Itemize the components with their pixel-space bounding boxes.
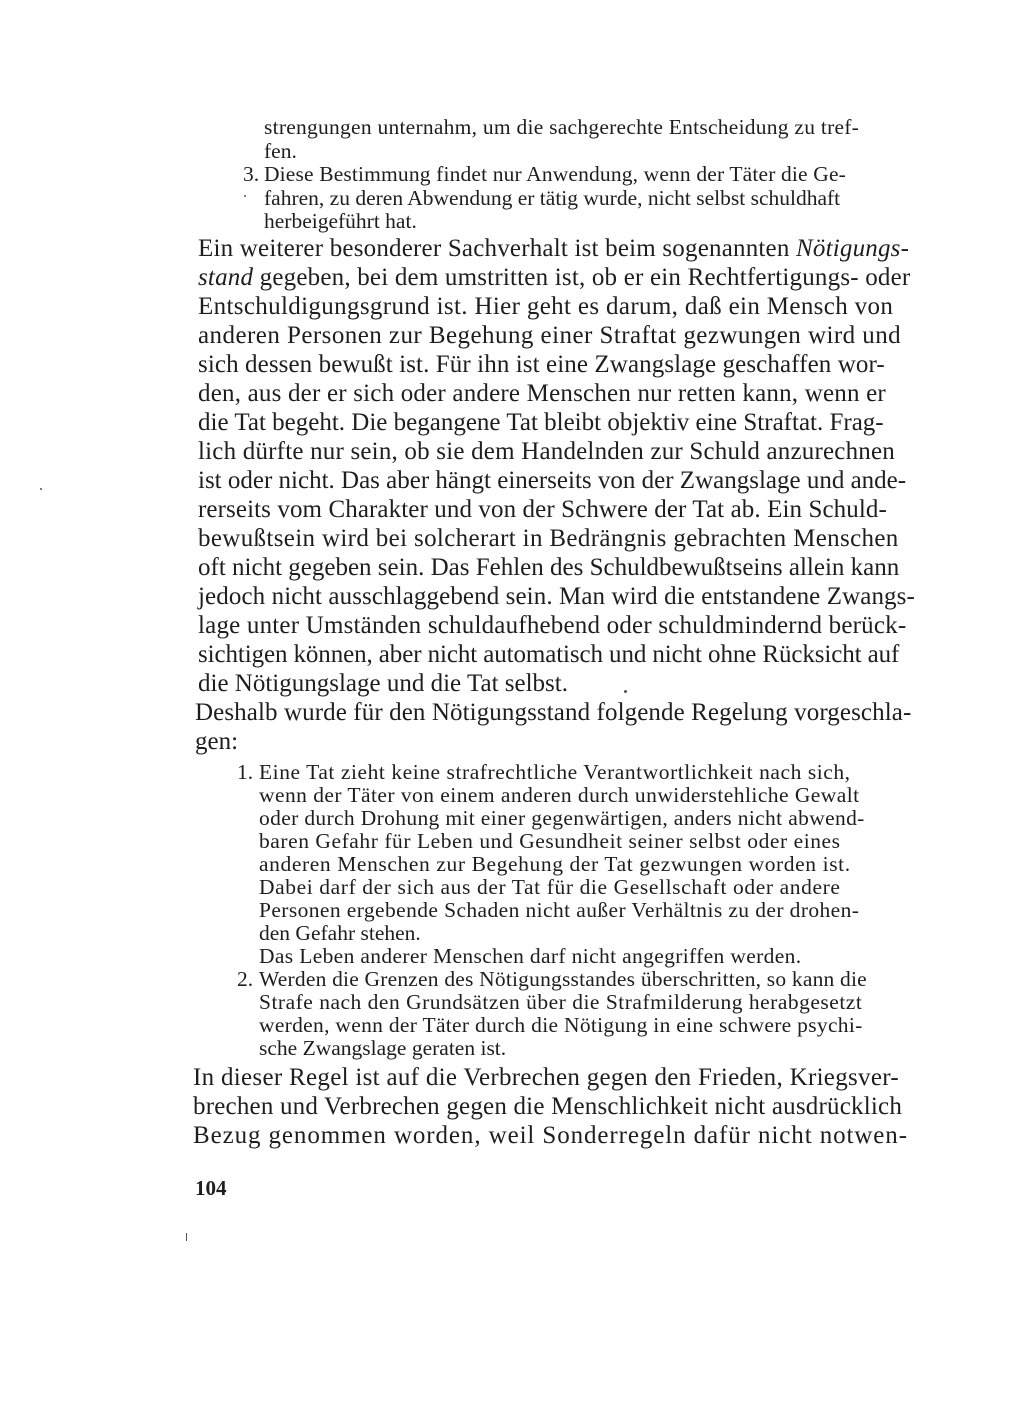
paragraph-1-line: sichtigen können, aber nicht automatisch und nicht ohne Rücksicht auf [198,641,900,668]
paragraph-1-line: die Nötigungslage und die Tat selbst. [198,670,568,697]
speck-mark [244,195,246,197]
paragraph-1-line: Entschuldigungsgrund ist. Hier geht es darum, daß ein Mensch von [198,293,894,320]
item-2-number: 2. [237,967,254,991]
paragraph-3-line: brechen und Verbrechen gegen die Menschlichkeit nicht ausdrücklich [193,1093,903,1120]
paragraph-1-line: anderen Personen zur Begehung einer Straftat gezwungen wird und [198,322,902,349]
item-1-line: den Gefahr stehen. [259,921,421,945]
paragraph-1-line: lich dürfte nur sein, ob sie dem Handelnden zur Schuld anzurechnen [198,438,896,465]
paragraph-2-line: Deshalb wurde für den Nötigungsstand folgende Regelung vorgeschla- [195,699,912,726]
item-1-line: Personen ergebende Schaden nicht außer Verhältnis zu der drohen- [259,898,860,922]
item-1-line: anderen Menschen zur Begehung der Tat gezwungen worden ist. [259,852,851,876]
item-2-line: werden, wenn der Täter durch die Nötigung in eine schwere psychi- [259,1013,863,1037]
item-3-line: herbeigeführt hat. [264,209,417,233]
speck-mark [186,1233,187,1241]
paragraph-1-line [198,265,910,290]
paragraph-1-line: ist oder nicht. Das aber hängt einerseits von der Zwangslage und ande- [198,467,907,494]
item-1-line: Eine Tat zieht keine strafrechtliche Verantwortlichkeit nach sich, [259,760,851,784]
paragraph-1-line: bewußtsein wird bei solcherart in Bedrängnis gebrachten Menschen [198,525,899,552]
item-3-continuation-line: fen. [264,139,297,163]
speck-mark [40,488,42,490]
paragraph-1-line: sich dessen bewußt ist. Für ihn ist eine Zwangslage geschaffen wor- [198,351,885,378]
item-1-line: baren Gefahr für Leben und Gesundheit seiner selbst oder eines [259,829,841,853]
item-1-line: oder durch Drohung mit einer gegenwärtigen, anders nicht abwend- [259,806,865,830]
emphasis-term: Nötigungs- [796,235,910,262]
paragraph-1-text: gegeben, bei dem umstritten ist, ob er ein Rechtfertigungs- oder [253,264,911,291]
item-1-line: wenn der Täter von einem anderen durch unwiderstehliche Gewalt [259,783,860,807]
speck-mark [624,690,627,693]
paragraph-1-line: den, aus der er sich oder andere Menschen nur retten kann, wenn er [198,380,886,407]
emphasis-term: stand [198,264,254,291]
item-2-line: Werden die Grenzen des Nötigungsstandes überschritten, so kann die [259,967,867,991]
paragraph-1-text: Ein weiterer besonderer Sachverhalt ist beim sogenannten [198,235,796,262]
item-1-line: Dabei darf der sich aus der Tat für die Gesellschaft oder andere [259,875,841,899]
paragraph-1-line [198,236,909,261]
paragraph-1-line: jedoch nicht ausschlaggebend sein. Man wird die entstandene Zwangs- [198,583,915,610]
paragraph-3-line: Bezug genommen worden, weil Sonderregeln dafür nicht notwen- [193,1122,908,1149]
item-3-continuation-line: strengungen unternahm, um die sachgerechte Entscheidung zu tref- [264,115,860,139]
paragraph-1-line: die Tat begeht. Die begangene Tat bleibt objektiv eine Straftat. Frag- [198,409,884,436]
item-1-line: Das Leben anderer Menschen darf nicht angegriffen werden. [259,944,802,968]
item-2-line: sche Zwangslage geraten ist. [259,1036,507,1060]
paragraph-2-line: gen: [195,728,239,755]
paragraph-1-line: rerseits vom Charakter und von der Schwere der Tat ab. Ein Schuld- [198,496,887,523]
paragraph-1-line: lage unter Umständen schuldaufhebend oder schuldmindernd berück- [198,612,907,639]
item-3-line: Diese Bestimmung findet nur Anwendung, wenn der Täter die Ge- [264,162,846,186]
paragraph-3-line: In dieser Regel ist auf die Verbrechen gegen den Frieden, Kriegsver- [193,1064,899,1091]
paragraph-1-line: oft nicht gegeben sein. Das Fehlen des Schuldbewußtseins allein kann [198,554,900,581]
item-3-number: 3. [243,162,260,186]
item-2-line: Strafe nach den Grundsätzen über die Strafmilderung herabgesetzt [259,990,863,1014]
item-1-number: 1. [237,760,254,784]
item-3-line: fahren, zu deren Abwendung er tätig wurde, nicht selbst schuldhaft [264,186,841,210]
page-number: 104 [195,1176,227,1200]
